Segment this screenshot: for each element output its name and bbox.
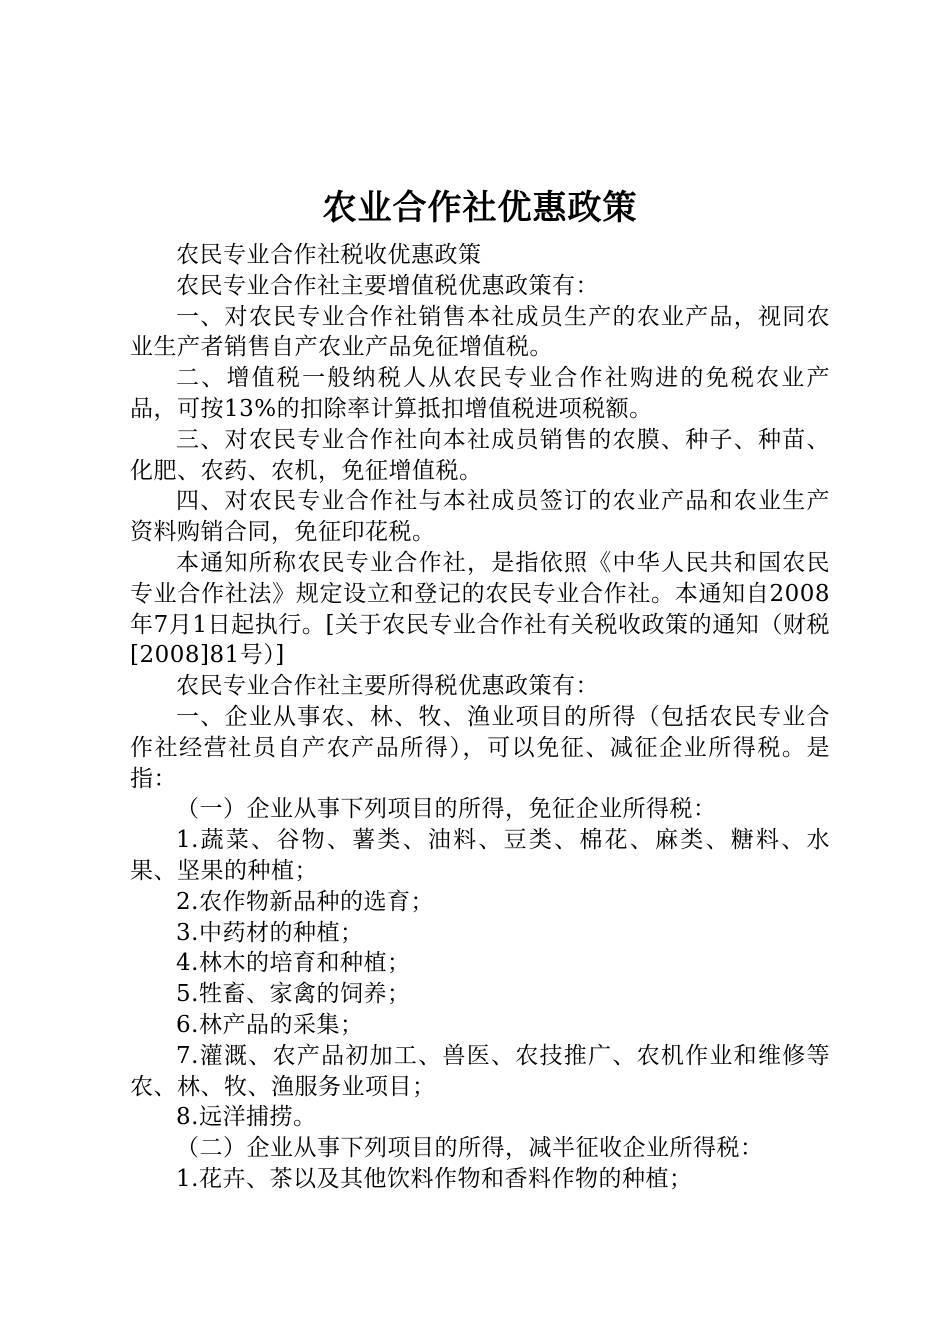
list-item: 2.农作物新品种的选育； (176, 888, 434, 915)
list-item: 3.中药材的种植； (176, 919, 364, 946)
list-item: 4.林木的培育和种植； (176, 950, 411, 977)
list-item: 6.林产品的采集； (176, 1011, 364, 1038)
paragraph-income-tax-item-1: 一、企业从事农、林、牧、渔业项目的所得（包括农民专业合作社经营社员自产农产品所得），可以免征、减征企业所得税。是指： (130, 703, 830, 792)
paragraph-exempt-heading: （一）企业从事下列项目的所得，免征企业所得税： (176, 796, 717, 823)
list-item: 8.远洋捕捞。 (176, 1104, 317, 1131)
list-item: 7.灌溉、农产品初加工、兽医、农技推广、农机作业和维修等农、林、牧、渔服务业项目； (130, 1042, 830, 1100)
document-title: 农业合作社优惠政策 (322, 188, 638, 228)
paragraph-tax-policy-heading: 农民专业合作社税收优惠政策 (176, 242, 482, 268)
list-item: 1.蔬菜、谷物、薯类、油料、豆类、棉花、麻类、糖料、水果、坚果的种植； (130, 827, 830, 884)
paragraph-notice-definition: 本通知所称农民专业合作社，是指依照《中华人民共和国农民专业合作社法》规定设立和登记的农民专业合作社。本通知自2008年7月1日起执行。[关于农民专业合作社有关税收政策的通知（财税[2008]81号）] (130, 549, 830, 669)
paragraph-vat-item-4: 四、对农民专业合作社与本社成员签订的农业产品和农业生产资料购销合同，免征印花税。 (130, 488, 830, 546)
paragraph-income-tax-intro: 农民专业合作社主要所得税优惠政策有： (176, 673, 599, 700)
paragraph-half-reduction-heading: （二）企业从事下列项目的所得，减半征收企业所得税： (176, 1135, 764, 1162)
paragraph-vat-item-1: 一、对农民专业合作社销售本社成员生产的农业产品，视同农业生产者销售自产农业产品免征增值税。 (130, 303, 830, 361)
paragraph-vat-item-2: 二、增值税一般纳税人从农民专业合作社购进的免税农业产品，可按13%的扣除率计算抵扣增值税进项税额。 (130, 365, 830, 422)
list-item: 1.花卉、茶以及其他饮料作物和香料作物的种植； (176, 1165, 693, 1192)
paragraph-vat-intro: 农民专业合作社主要增值税优惠政策有： (176, 272, 599, 299)
paragraph-vat-item-3: 三、对农民专业合作社向本社成员销售的农膜、种子、种苗、化肥、农药、农机，免征增值税。 (130, 426, 830, 484)
list-item: 5.牲畜、家禽的饲养； (176, 981, 411, 1008)
document-page (130, 180, 830, 1195)
